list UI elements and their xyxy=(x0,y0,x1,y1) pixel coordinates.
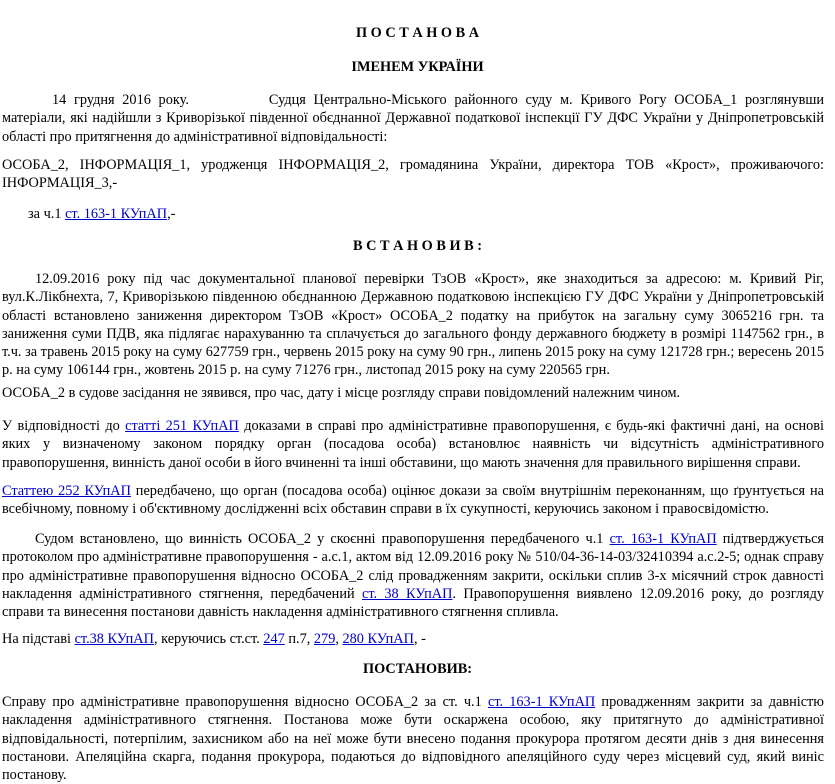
established-heading: В С Т А Н О В И В : xyxy=(352,238,483,254)
article-252-paragraph xyxy=(2,482,824,519)
article-251-paragraph xyxy=(2,417,824,472)
basis-paragraph xyxy=(2,630,824,648)
basis-after: , - xyxy=(413,631,426,647)
intro-text: Судця Центрально-Міського районного суду м. Кривого Рогу ОСОБА_1 розглянувши матеріали, які надійшли з Криворізької південної обєднанної Державної податкової інспекції ГУ ДФС України у Дніпропетровській області про притягнення до адміністративної відповідальності: xyxy=(2,92,824,145)
court-finding-paragraph xyxy=(2,530,824,621)
absence-paragraph: ОСОБА_2 в судове засідання не зявився, про час, дату і місце розгляду справи повідомлений належним чином. xyxy=(2,385,681,401)
facts-paragraph: 12.09.2016 року під час документальної планової перевірки ТзОВ «Крост», яке знаходиться за адресою: м. Кривий Ріг, вул.К.Лікбнехта, 7, Криворізькою південною обєднанною Державною податковою інспекцією ГУ ДФС України у Дніпропетровській області встановлено заниження директором ТзОВ «Крост» ОСОБА_2 податку на прибуток на загальну суму 3065216 грн. та заниження суми ПДВ, яка підлягає нарахуванню та сплачується до загального фонду державного бюджету в розмірі 1147562 грн., в т.ч. за травень 2015 року на суму 627759 грн., червень 2015 року на суму 90 грн., липень 2015 року на суму 121728 грн.; вересень 2015 р. на суму 106144 грн., жовтень 2015 р. на суму 71276 грн., листопад 2015 року на суму 220565 грн. xyxy=(2,271,824,379)
court-finding-after: . Правопорушення виявлено 12.09.2016 року, до розгляду справи та винесення постанови давність накладення адміністративного стягнення спливла. xyxy=(2,585,824,621)
final-article-link[interactable]: ст. 163-1 КУпАП xyxy=(487,694,596,710)
charge-suffix: ,- xyxy=(167,206,176,222)
charge-paragraph xyxy=(2,205,824,223)
intro-paragraph xyxy=(2,91,824,146)
article-251-before: У відповідності до xyxy=(2,418,126,434)
basis-link-38[interactable]: ст.38 КУпАП xyxy=(74,631,154,647)
basis-link-279[interactable]: 279 xyxy=(313,631,336,647)
charge-prefix: за ч.1 xyxy=(28,206,66,222)
court-finding-middle: підтверджується протоколом про адміністративне правопорушення - а.с.1, актом від 12.09.2016 року № 510/04-36-14-03/32410394 а.с.2-5; однак справу про адміністративне правопорушення відносно ОСОБА_2 слід провадженням закрити, оскільки сплив 3-х місячний строк давності накладення адміністративного стягнення, передбачений xyxy=(2,531,825,602)
article-251-link[interactable]: статті 251 КУпАП xyxy=(125,418,239,434)
court-finding-link-38[interactable]: ст. 38 КУпАП xyxy=(361,585,453,602)
basis-link-280[interactable]: 280 КУпАП xyxy=(342,631,414,647)
document-subtitle: ІМЕНЕМ УКРАЇНИ xyxy=(351,59,484,75)
basis-link-247[interactable]: 247 xyxy=(263,631,285,647)
basis-mid3: , xyxy=(335,631,343,647)
final-paragraph xyxy=(2,693,824,784)
article-251-after: доказами в справі про адміністративне правопорушення, є будь-які фактичні дані, на основі яких у визначеному законом порядку орган (посадова особа) встановлює наявність чи відсутність адміністративного правопорушення, винність даної особи в його вчиненні та інші обставини, що мають значення для правильного вирішення справи. xyxy=(2,418,824,471)
resolved-heading: ПОСТАНОВИВ: xyxy=(362,661,473,677)
charge-article-link[interactable]: ст. 163-1 КУпАП xyxy=(65,206,168,222)
court-finding-before: Судом встановлено, що винність ОСОБА_2 у скоєнні правопорушення передбаченого ч.1 xyxy=(35,531,610,547)
court-finding-link-163[interactable]: ст. 163-1 КУпАП xyxy=(609,531,717,547)
article-252-link[interactable]: Статтею 252 КУпАП xyxy=(2,483,131,499)
basis-mid1: , керуючись ст.ст. xyxy=(153,631,264,647)
final-after: провадженням закрити за давністю накладення адміністративного стягнення. Постанова може бути оскаржена особою, яку притягнуто до адміністративної відповідальності, потерпілим, захисником або на неї може бути внесено подання прокурора протягом десяти днів з дня винесення постанови. Апеляційна скарга, подання прокурора, подаються до відповідного апеляційного суду через місцевий суд, який виніс постанову. xyxy=(2,694,824,784)
final-before: Справу про адміністративне правопорушення відносно ОСОБА_2 за ст. ч.1 xyxy=(2,694,488,710)
document-title: П О С Т А Н О В А xyxy=(355,25,480,41)
basis-before: На підставі xyxy=(2,631,75,647)
intro-date: 14 грудня 2016 року. xyxy=(52,92,189,108)
person-paragraph: ОСОБА_2, ІНФОРМАЦІЯ_1, уродженця ІНФОРМАЦІЯ_2, громадянина України, директора ТОВ «Крост», проживаючого: ІНФОРМАЦІЯ_3,- xyxy=(2,157,824,192)
basis-mid2: п.7, xyxy=(284,631,314,647)
article-252-after: передбачено, що орган (посадова особа) оцінює докази за своїм внутрішнім переконанням, що ґрунтується на всебічному, повному і об'єктивному дослідженні всіх обставин справи в їх сукупності, керуючись законом і правосвідомістю. xyxy=(2,483,825,518)
